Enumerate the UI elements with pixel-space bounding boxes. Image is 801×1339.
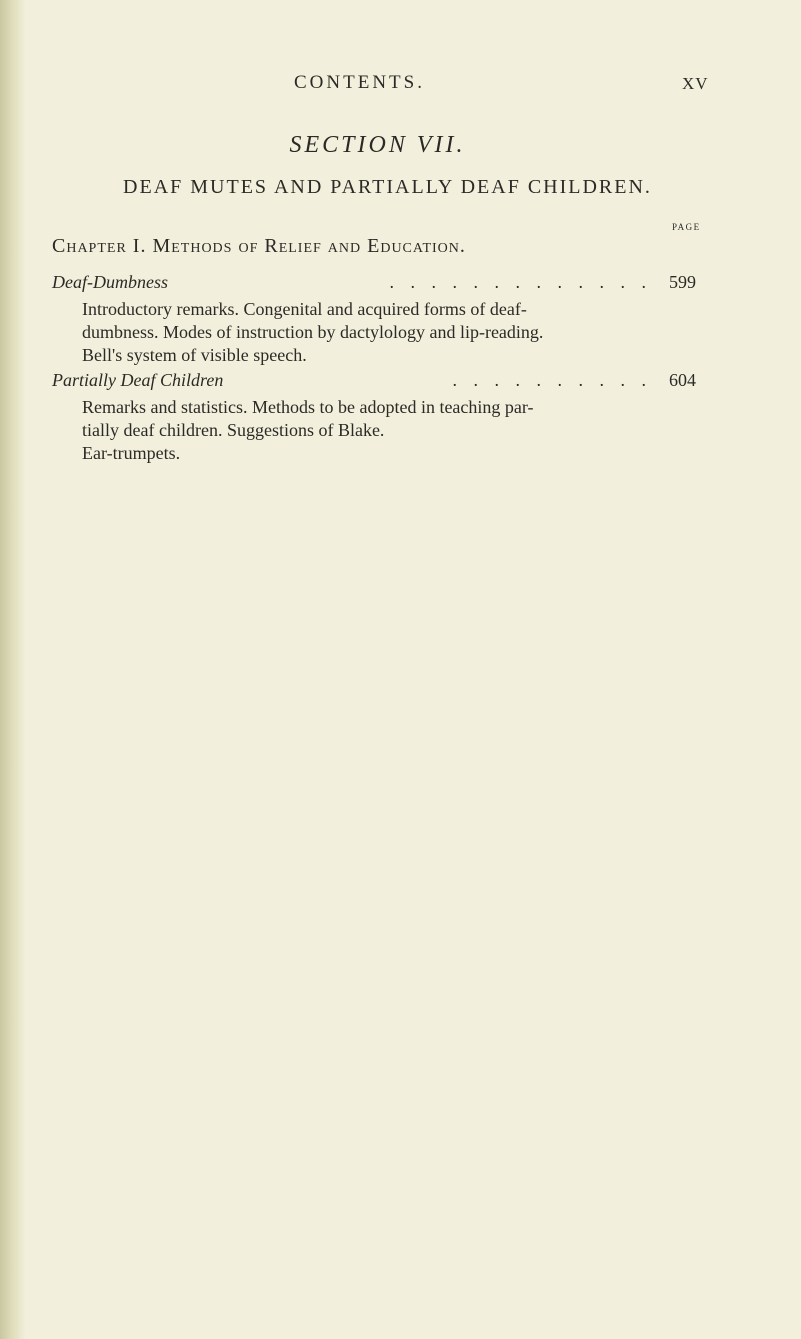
description-line: Bell's system of visible speech. <box>82 345 307 365</box>
running-head <box>0 72 801 102</box>
dot-leaders: . . . . . . . . . . . . . <box>389 272 652 292</box>
page-number: XV <box>682 74 709 93</box>
page-binding-edge <box>0 0 26 1339</box>
section-subtitle: DEAF MUTES AND PARTIALLY DEAF CHILDREN. <box>123 176 652 198</box>
toc-entry[interactable] <box>52 272 696 367</box>
toc-entry-line[interactable] <box>52 370 696 396</box>
toc-entry-line[interactable] <box>52 272 696 298</box>
section-title: SECTION VII. <box>289 132 466 158</box>
toc-entry-description <box>52 396 696 465</box>
dot-leaders: . . . . . . . . . . <box>452 370 652 390</box>
description-line: Ear-trumpets. <box>82 443 181 463</box>
description-line: Remarks and statistics. Methods to be adopted in teaching par- <box>82 397 534 417</box>
toc-entry-description <box>52 298 696 367</box>
running-title: CONTENTS. <box>294 72 425 93</box>
page-column-label: PAGE <box>672 222 701 232</box>
description-line: dumbness. Modes of instruction by dactylology and lip-reading. <box>82 322 544 342</box>
toc-entry-title[interactable]: Partially Deaf Children <box>52 370 224 390</box>
toc-entry-page: 599 <box>669 272 696 292</box>
toc-entry-page: 604 <box>669 370 696 390</box>
chapter-heading: Chapter I. Methods of Relief and Education. <box>52 235 466 257</box>
description-line: tially deaf children. Suggestions of Blake. <box>82 420 385 440</box>
description-line: Introductory remarks. Congenital and acquired forms of deaf- <box>82 299 527 319</box>
toc-entry[interactable] <box>52 370 696 465</box>
toc-entry-title[interactable]: Deaf-Dumbness <box>52 272 168 292</box>
